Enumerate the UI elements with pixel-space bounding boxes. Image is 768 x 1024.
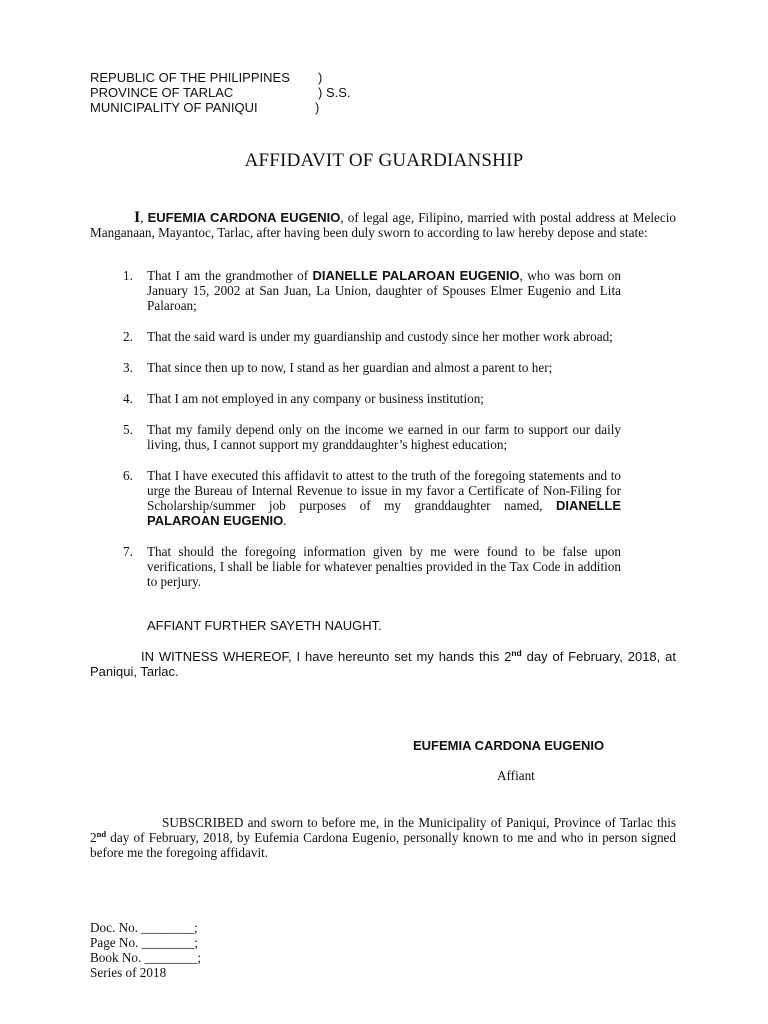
- witness-text-after: day of February, 2018, at Paniqui, Tarlac.: [90, 649, 676, 679]
- item-number: 1.: [123, 268, 133, 283]
- item-text: That since then up to now, I stand as her guardian and almost a parent to her;: [147, 360, 553, 375]
- item-number: 4.: [123, 391, 133, 406]
- statement-item-4: [120, 391, 621, 406]
- item-text-after: , who was born on January 15, 2002 at San Juan, La Union, daughter of Spouses Elmer Eugenio and Lita Palaroan;: [147, 268, 621, 313]
- item-number: 5.: [123, 422, 133, 437]
- caption-line-province: [90, 85, 351, 100]
- caption-province-mark: ) S.S.: [318, 85, 351, 100]
- ward-name: DIANELLE PALAROAN EUGENIO: [147, 498, 621, 528]
- caption-municipality-text: MUNICIPALITY OF PANIQUI: [90, 100, 258, 115]
- page-number-line: Page No. ________;: [90, 935, 199, 950]
- jurat-text-after: day of February, 2018, by Eufemia Cardona Eugenio, personally known to me and who in person signed before me the foregoing affidavit.: [90, 830, 676, 860]
- intro-comma: ,: [140, 210, 144, 225]
- doc-number-line: Doc. No. ________;: [90, 920, 198, 935]
- caption-municipality-mark: ): [315, 100, 320, 115]
- further-statement: AFFIANT FURTHER SAYETH NAUGHT.: [147, 618, 382, 633]
- item-text: That my family depend only on the income we earned in our farm to support our daily living, thus, I cannot support my granddaughter’s highest education;: [147, 422, 621, 452]
- statement-item-3: [120, 360, 621, 375]
- item-text: That should the foregoing information given by me were found to be false upon verifications, I shall be liable for whatever penalties provided in the Tax Code in addition to perjury.: [147, 544, 621, 589]
- ward-name: DIANELLE PALAROAN EUGENIO: [312, 268, 520, 283]
- witness-ordinal: nd: [511, 648, 522, 658]
- caption-province-text: PROVINCE OF TARLAC: [90, 85, 234, 100]
- caption-republic-mark: ): [318, 70, 323, 85]
- caption-republic-text: REPUBLIC OF THE PHILIPPINES: [90, 70, 290, 85]
- witness-text: IN WITNESS WHEREOF, I have hereunto set my hands this 2: [141, 649, 512, 664]
- item-text: That I am not employed in any company or business institution;: [147, 391, 484, 406]
- item-text-after: .: [283, 513, 287, 528]
- affiant-label: Affiant: [497, 768, 535, 783]
- item-number: 6.: [123, 468, 133, 483]
- item-number: 7.: [123, 544, 133, 559]
- notarial-register: [90, 920, 201, 980]
- series-line: Series of 2018: [90, 965, 167, 980]
- item-text: That the said ward is under my guardianship and custody since her mother work abroad;: [147, 329, 613, 344]
- affiant-name-inline: EUFEMIA CARDONA EUGENIO: [147, 210, 341, 225]
- statement-list: [120, 268, 621, 605]
- caption-line-municipality: [90, 100, 320, 115]
- intro-pronoun: I: [134, 209, 141, 226]
- item-number: 2.: [123, 329, 133, 344]
- statement-item-7: [120, 544, 621, 589]
- witness-paragraph: [90, 649, 676, 679]
- item-text: That I have executed this affidavit to attest to the truth of the foregoing statements and to urge the Bureau of Internal Revenue to issue in my favor a Certificate of Non-Filing for Scholarship/summer job purposes of my granddaughter named,: [147, 468, 621, 513]
- intro-paragraph: [90, 210, 676, 240]
- caption-line-republic: [90, 70, 323, 85]
- affiant-signature-name: EUFEMIA CARDONA EUGENIO: [413, 738, 605, 753]
- jurat-ordinal: nd: [96, 829, 107, 839]
- statement-item-6: [120, 468, 621, 528]
- statement-item-1: [120, 268, 621, 313]
- item-text: That I am the grandmother of: [147, 268, 313, 283]
- document-title: AFFIDAVIT OF GUARDIANSHIP: [244, 150, 524, 171]
- intro-text: , of legal age, Filipino, married with postal address at Melecio Manganaan, Mayantoc, Tarlac, after having been duly sworn to according to law hereby depose and state:: [90, 210, 677, 240]
- jurat-paragraph: [90, 815, 676, 860]
- jurat-text: SUBSCRIBED and sworn to before me, in the Municipality of Paniqui, Province of Tarlac this 2: [90, 815, 676, 845]
- item-number: 3.: [123, 360, 133, 375]
- statement-item-2: [120, 329, 621, 344]
- statement-item-5: [120, 422, 621, 452]
- book-number-line: Book No. ________;: [90, 950, 201, 965]
- caption-block: [90, 70, 351, 115]
